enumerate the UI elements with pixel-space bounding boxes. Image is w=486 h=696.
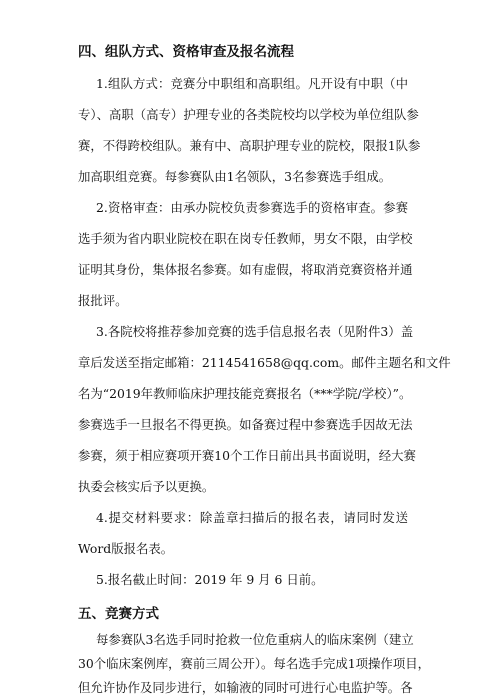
paragraph-line: 名为“2019年教师临床护理技能竞赛报名（***学院/学校）”。 xyxy=(78,386,412,401)
paragraph-line: 2.资格审查：由承办院校负责参赛选手的资格审查。参赛 xyxy=(96,200,408,215)
paragraph-line: 加高职组竞赛。每参赛队由1名领队，3名参赛选手组成。 xyxy=(78,169,392,184)
paragraph-line: 1.组队方式：竞赛分中职组和高职组。凡开设有中职（中 xyxy=(96,76,408,91)
paragraph-line: 但允许协作及同步进行，如输液的同时可进行心电监护等。各 xyxy=(78,680,413,695)
section-4-heading: 四、组队方式、资格审查及报名流程 xyxy=(78,44,294,60)
paragraph-line: 5.报名截止时间：2019 年 9 月 6 日前。 xyxy=(96,572,324,587)
paragraph-line: Word版报名表。 xyxy=(78,541,174,556)
paragraph-line: 执委会核实后予以更换。 xyxy=(78,479,215,494)
paragraph-line: 参赛，须于相应赛项开赛10个工作日前出具书面说明，经大赛 xyxy=(78,448,416,463)
paragraph-line: 30个临床案例库，赛前三周公开）。每名选手完成1项操作项目， xyxy=(78,656,430,671)
section-5-heading: 五、竞赛方式 xyxy=(78,606,159,622)
paragraph-line: 报批评。 xyxy=(78,293,128,308)
paragraph-line: 3.各院校将推荐参加竞赛的选手信息报名表（见附件3）盖 xyxy=(96,324,414,339)
paragraph-line: 4.提交材料要求：除盖章扫描后的报名表，请同时发送 xyxy=(96,510,408,525)
paragraph-line: 选手须为省内职业院校在职在岗专任教师，男女不限，由学校 xyxy=(78,231,413,246)
paragraph-line: 参赛选手一旦报名不得更换。如备赛过程中参赛选手因故无法 xyxy=(78,417,413,432)
paragraph-line: 每参赛队3名选手同时抢救一位危重病人的临床案例（建立 xyxy=(96,632,414,647)
paragraph-line: 专）、高职（高专）护理专业的各类院校均以学校为单位组队参 xyxy=(78,107,419,122)
paragraph-line: 赛，不得跨校组队。兼有中、高职护理专业的院校，限报1队参 xyxy=(78,138,421,153)
paragraph-line: 章后发送至指定邮箱：2114541658@qq.com。邮件主题名和文件 xyxy=(78,355,451,370)
paragraph-line: 证明其身份，集体报名参赛。如有虚假，将取消竞赛资格并通 xyxy=(78,262,413,277)
